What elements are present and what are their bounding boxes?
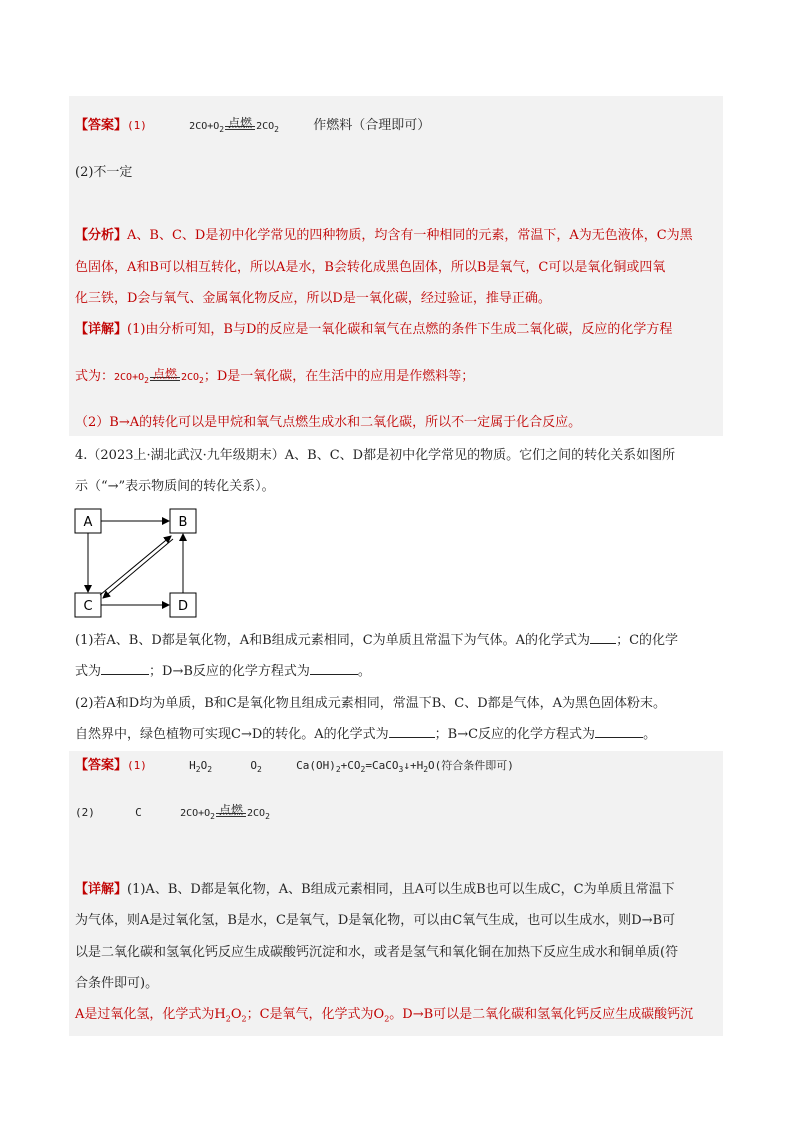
combustion-equation: $2CO+O_2$ 点燃 $2CO_2$	[189, 115, 279, 134]
part1-line-1: (1)若A、B、D都是氧化物，A和B组成元素相同，C为单质且常温下为气体。A的化学式为 ；C的化学	[75, 633, 679, 648]
detail-line-1: 【详解】(1)由分析可知，B与D的反应是一氧化碳和氧气在点燃的条件下生成二氧化碳，反应的化学方程	[75, 322, 673, 337]
analysis-line-2: 色固体，A和B可以相互转化，所以A是水，B会转化成黑色固体，所以B是氧气，C可以是氧化铜或四氧	[75, 260, 666, 275]
arrow-b-c	[103, 539, 173, 598]
answer-label: 【答案】	[75, 118, 128, 133]
question-stem-2: 示（“→”表示物质间的转化关系）。	[75, 479, 275, 494]
combustion-equation-2: $2CO+O_2$ 点燃 $2CO_2$	[114, 366, 204, 385]
analysis-line-1: 【分析】A、B、C、D是初中化学常见的四种物质，均含有一种相同的元素，常温下，A为无色液体，C为黑	[75, 228, 693, 243]
answer-use: 作燃料（合理即可）	[313, 118, 431, 133]
node-b-label: B	[178, 515, 188, 530]
blank-a-formula-2[interactable]	[389, 737, 435, 738]
node-c-label: C	[83, 599, 93, 614]
blank-c-formula[interactable]	[101, 674, 149, 675]
detail2-line-5: A是过氧化氢，化学式为$H_2O_2$；C是氧气，化学式为$O_2$。D→B可以是二氧化碳和氢氧化钙反应生成碳酸钙沉	[75, 1007, 694, 1024]
node-d-label: D	[177, 599, 189, 614]
answer-o2: $O_2$	[250, 759, 262, 775]
combustion-equation-3: $2CO+O_2$ 点燃 $2CO_2$	[180, 802, 270, 821]
detail-line-2: 式为：$2CO+O_2$ 点燃 $2CO_2$；D是一氧化碳，在生活中的应用是作燃料等；	[75, 367, 474, 391]
detail2-line-1: 【详解】(1)A、B、D都是氧化物，A、B组成元素相同，且A可以生成B也可以生成C，C为单质且常温下	[75, 882, 675, 897]
conversion-diagram	[70, 502, 200, 622]
detail2-line-4: 合条件即可)。	[75, 976, 159, 991]
detail-line-3: （2）B→A的转化可以是甲烷和氧气点燃生成水和二氧化碳，所以不一定属于化合反应。	[75, 415, 582, 430]
detail2-line-3: 以是二氧化碳和氢氧化钙反应生成碳酸钙沉淀和水，或者是氢气和氧化铜在加热下反应生成水和铜单质(符	[75, 945, 679, 960]
blank-b-c-equation[interactable]	[595, 737, 643, 738]
node-a-label: A	[83, 515, 93, 530]
answer-1-line: 【答案】(1) $2CO+O_2$ 点燃 $2CO_2$ 作燃料（合理即可）	[75, 116, 430, 140]
part2-line-2: 自然界中，绿色植物可实现C→D的转化。A的化学式为 ；B→C反应的化学方程式为 。	[75, 727, 657, 742]
arrow-c-b	[100, 536, 171, 595]
part2-line-1: (2)若A和D均为单质，B和C是氧化物且组成元素相同，常温下B、C、D都是气体，A为黑色固体粉末。	[75, 696, 667, 711]
blank-d-b-equation[interactable]	[310, 674, 358, 675]
detail2-line-2: 为气体，则A是过氧化氢，B是水，C是氧气，D是氧化物，可以由C氧气生成，也可以生成水，则D→B可	[75, 913, 676, 928]
answer-4-line: (2) C $2CO+O_2$ 点燃 $2CO_2$	[75, 803, 270, 827]
answer-3-line: 【答案】(1) $H_2O_2$ $O_2$ $Ca(OH)_2+CO_2=CaCO_3↓+H_2O$(符合条件即可)	[75, 758, 514, 775]
question-stem-1: 4.（2023上·湖北武汉·九年级期末）A、B、C、D都是初中化学常见的物质。它们之间的转化关系如图所	[75, 448, 676, 463]
blank-a-formula[interactable]	[590, 643, 616, 644]
analysis-line-3: 化三铁，D会与氧气、金属氧化物反应，所以D是一氧化碳，经过验证，推导正确。	[75, 291, 551, 306]
answer-equation: $Ca(OH)_2+CO_2=CaCO_3↓+H_2O$(符合条件即可)	[296, 759, 514, 775]
answer-2-line: (2)不一定	[75, 165, 133, 180]
part1-line-2: 式为 ；D→B反应的化学方程式为 。	[75, 664, 371, 679]
answer-h2o2: $H_2O_2$	[189, 759, 213, 775]
